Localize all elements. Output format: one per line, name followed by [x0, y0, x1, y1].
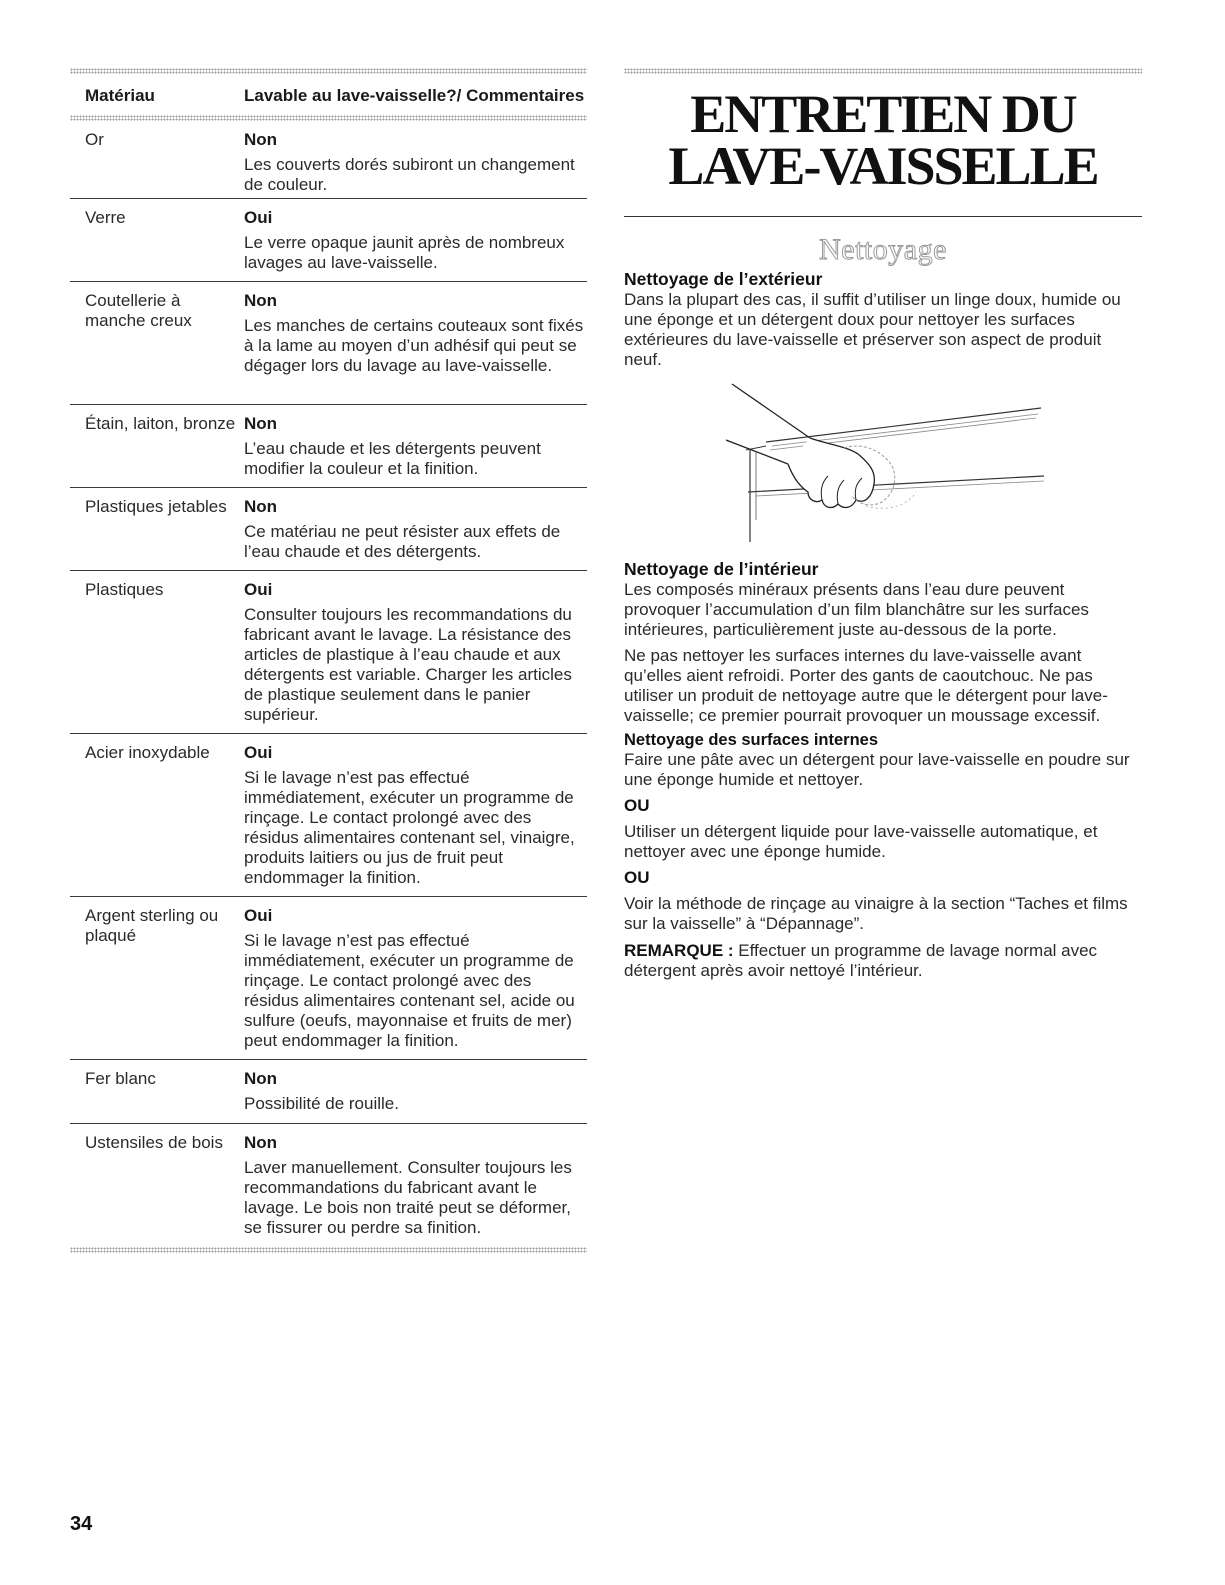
verdict-cell: Oui — [244, 906, 273, 925]
table-row — [70, 1059, 587, 1123]
comment-cell: Les manches de certains couteaux sont fixés à la lame au moyen d’un adhésif qui peut se dégager lors du lavage au lave-vaisselle. — [244, 316, 584, 375]
exterior-text: Dans la plupart des cas, il suffit d’utiliser un linge doux, humide ou une éponge et un détergent doux pour nettoyer les surfaces extérieures du lave-vaisselle et préserver son aspect de produit neuf. — [624, 290, 1121, 369]
verdict-cell: Non — [244, 1133, 278, 1152]
material-cell: Verre — [85, 208, 126, 227]
material-cell: Coutellerie à manche creux — [85, 291, 192, 330]
verdict-cell: Non — [244, 497, 278, 516]
material-cell: Argent sterling ou plaqué — [85, 906, 219, 945]
verdict-cell: Oui — [244, 208, 273, 227]
comment-cell: Possibilité de rouille. — [244, 1094, 399, 1113]
comment-cell: Consulter toujours les recommandations du fabricant avant le lavage. La résistance des articles de plastique à l’eau chaude et aux détergents est variable. Charger les articles de plastique seulement dans le panier supérieur. — [244, 605, 572, 724]
interior-text-1: Les composés minéraux présents dans l’eau dure peuvent provoquer l’accumulation d’un film blanchâtre sur les surfaces intérieures, particulièrement juste au-dessous de la porte. — [624, 580, 1089, 639]
note-label: REMARQUE : — [624, 941, 734, 960]
or-label-2: OU — [624, 868, 650, 887]
verdict-cell: Non — [244, 130, 278, 149]
note-text: Effectuer un programme de lavage normal avec détergent après avoir nettoyé l’intérieur. — [624, 941, 1098, 980]
table-row — [70, 198, 587, 281]
table-row — [70, 121, 587, 198]
table-row — [70, 570, 587, 733]
title-top-rule — [624, 68, 1142, 74]
header-comment: Lavable au lave-vaisselle?/ Commentaires — [244, 86, 585, 105]
verdict-cell: Non — [244, 414, 278, 433]
material-cell: Plastiques — [85, 580, 164, 599]
table-row — [70, 1123, 587, 1247]
material-cell: Étain, laiton, bronze — [85, 414, 236, 433]
exterior-heading: Nettoyage de l’extérieur — [624, 269, 823, 289]
alternative-text-1: Utiliser un détergent liquide pour lave-vaisselle automatique, et nettoyer avec une éponge humide. — [624, 822, 1098, 861]
table-header — [70, 74, 587, 115]
page-number: 34 — [70, 1513, 93, 1535]
table-row — [70, 281, 587, 404]
table-row — [70, 404, 587, 487]
comment-cell: Laver manuellement. Consulter toujours les recommandations du fabricant avant le lavage. Le bois non traité peut se déformer, se fissurer ou perdre sa finition. — [244, 1158, 572, 1237]
table-row — [70, 896, 587, 1059]
verdict-cell: Non — [244, 1069, 278, 1088]
comment-cell: Les couverts dorés subiront un changement de couleur. — [244, 155, 575, 194]
verdict-cell: Oui — [244, 580, 273, 599]
material-cell: Ustensiles de bois — [85, 1133, 223, 1152]
material-cell: Acier inoxydable — [85, 743, 210, 762]
title-bottom-rule — [624, 216, 1142, 217]
cleaning-hand-illustration — [726, 380, 1046, 545]
table-row — [70, 733, 587, 896]
comment-cell: Si le lavage n’est pas effectué immédiatement, exécuter un programme de rinçage. Le contact prolongé avec des résidus alimentaires contenant sel, vinaigre, produits laitiers ou jus de fruit peut endommager la finition. — [244, 768, 575, 887]
comment-cell: L’eau chaude et les détergents peuvent modifier la couleur et la finition. — [244, 439, 541, 478]
comment-cell: Le verre opaque jaunit après de nombreux lavages au lave-vaisselle. — [244, 233, 565, 272]
table-row — [70, 487, 587, 570]
material-cell: Or — [85, 130, 104, 149]
material-cell: Plastiques jetables — [85, 497, 227, 516]
section-title: Nettoyage — [819, 233, 947, 266]
verdict-cell: Non — [244, 291, 278, 310]
interior-text-2: Ne pas nettoyer les surfaces internes du lave-vaisselle avant qu’elles aient refroidi. Porter des gants de caoutchouc. Ne pas utiliser un produit de nettoyage autre que le détergent pour lave-vaisselle; ce premier pourrait provoquer un moussage excessif. — [624, 646, 1108, 725]
or-label-1: OU — [624, 796, 650, 815]
verdict-cell: Oui — [244, 743, 273, 762]
comment-cell: Si le lavage n’est pas effectué immédiatement, exécuter un programme de rinçage. Le contact prolongé avec des résidus alimentaires contenant sel, acide ou sulfure (oeufs, mayonnaise et fruits de mer) peut endommager la finition. — [244, 931, 575, 1050]
page-title — [624, 84, 1142, 196]
surfaces-text: Faire une pâte avec un détergent pour lave-vaisselle en poudre sur une éponge humide et nettoyer. — [624, 750, 1130, 789]
care-section — [624, 68, 1142, 981]
table-bottom-rule — [70, 1247, 587, 1253]
comment-cell: Ce matériau ne peut résister aux effets de l’eau chaude et des détergents. — [244, 522, 561, 561]
page-title-line-1: ENTRETIEN DU — [690, 84, 1076, 144]
note-paragraph — [624, 941, 1142, 981]
interior-heading: Nettoyage de l’intérieur — [624, 559, 819, 579]
table-body — [70, 121, 587, 1247]
material-cell: Fer blanc — [85, 1069, 156, 1088]
materials-table — [70, 68, 587, 1253]
page-title-line-2: LAVE-VAISSELLE — [668, 136, 1098, 196]
alternative-text-2: Voir la méthode de rinçage au vinaigre à la section “Taches et films sur la vaisselle” à “Dépannage”. — [624, 894, 1128, 933]
header-material: Matériau — [85, 86, 155, 105]
surfaces-heading: Nettoyage des surfaces internes — [624, 731, 879, 749]
